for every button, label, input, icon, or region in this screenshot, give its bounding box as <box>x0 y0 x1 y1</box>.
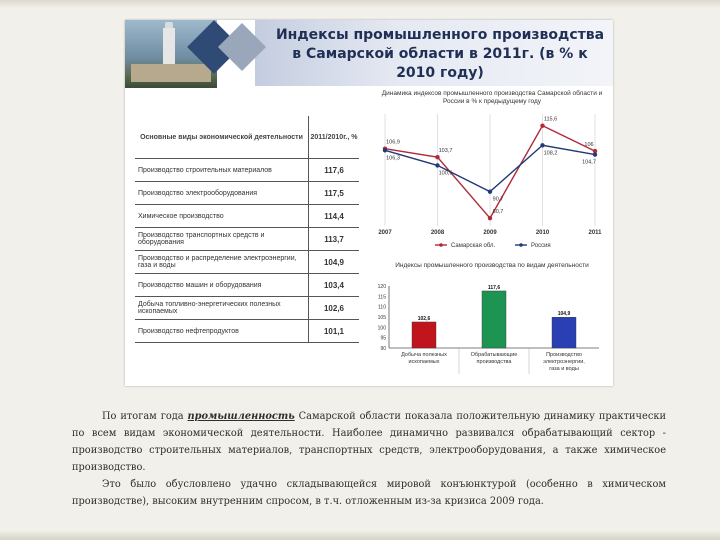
row-name: Производство нефтепродуктов <box>135 320 309 343</box>
data-point <box>593 152 597 156</box>
table-header-value: 2011/2010г., % <box>309 116 360 159</box>
y-tick-label: 95 <box>380 335 386 342</box>
y-tick-label: 105 <box>377 315 386 321</box>
keyword-link: промышленность <box>187 411 295 422</box>
y-tick-label: 120 <box>377 284 386 290</box>
table-row <box>135 182 359 205</box>
x-category-label: Обрабатывающие <box>470 352 518 358</box>
bar-value-label: 104,9 <box>557 311 571 318</box>
x-category-label: ископаемых <box>408 359 440 365</box>
row-value: 113,7 <box>309 228 360 251</box>
table-row <box>135 251 359 274</box>
row-name: Производство и распределение электроэнергии, газа и воды <box>135 251 309 274</box>
row-name: Добыча топливно-энергетических полезных ископаемых <box>135 297 309 320</box>
data-label: 80,7 <box>492 209 504 216</box>
x-category-label: производства <box>476 359 512 365</box>
y-tick-label: 90 <box>380 346 386 352</box>
slide-top-edge <box>0 0 720 8</box>
data-point <box>488 189 492 193</box>
bar-value-label: 117,6 <box>487 284 501 291</box>
legend-label: Самарская обл. <box>451 243 496 249</box>
data-point <box>383 148 387 152</box>
legend-marker <box>519 243 523 247</box>
line-chart-title: Динамика индексов промышленного производства Самарской области и России в % к предыдущему году <box>381 90 603 105</box>
table-row <box>135 297 359 320</box>
table-row <box>135 159 359 182</box>
building <box>131 64 211 82</box>
infographic-image <box>125 20 613 386</box>
row-value: 117,6 <box>309 159 360 182</box>
data-point <box>540 123 544 127</box>
data-point <box>488 216 492 220</box>
y-tick-label: 110 <box>378 304 386 311</box>
data-label: 100,6 <box>438 170 453 177</box>
paragraph-1-rest: Самарской области показала положительную динамику практически по всем видам экономической деятельности. Наиболее динамично развивался обрабатывающий сектор - производство строительных материалов, транспортных средств, электрооборудования, а также химическое производство. <box>72 411 666 473</box>
data-point <box>435 163 439 167</box>
row-value: 101,1 <box>309 320 360 343</box>
row-value: 103,4 <box>309 274 360 297</box>
row-value: 117,5 <box>309 182 360 205</box>
bar-value-label: 102,6 <box>417 315 431 322</box>
row-value: 104,9 <box>309 251 360 274</box>
legend-marker <box>439 243 443 247</box>
bar-chart <box>373 282 605 384</box>
infographic-header <box>125 20 613 88</box>
data-label: 108,2 <box>543 150 558 157</box>
x-tick-label: 2008 <box>430 230 445 236</box>
data-label: 103,7 <box>438 148 453 155</box>
paragraph-2 <box>72 476 666 510</box>
table-header-name: Основные виды экономической деятельности <box>135 116 309 159</box>
x-tick-label: 2007 <box>378 230 392 236</box>
summary-paragraph <box>72 408 666 510</box>
row-name: Производство машин и оборудования <box>135 274 309 297</box>
row-name: Химическое производство <box>135 205 309 228</box>
x-category-label: электроэнергии, <box>543 359 585 365</box>
slide-bottom-edge <box>0 530 720 540</box>
data-point <box>435 155 439 159</box>
data-label: 104,7 <box>582 159 596 166</box>
data-point <box>540 143 544 147</box>
bar-chart-title: Индексы промышленного производства по видам деятельности <box>395 262 589 269</box>
x-category-label: газа и воды <box>549 366 579 372</box>
row-value: 102,6 <box>309 297 360 320</box>
data-label: 90,7 <box>492 196 504 203</box>
row-value: 114,4 <box>309 205 360 228</box>
x-tick-label: 2010 <box>535 230 550 236</box>
y-tick-label: 100 <box>377 325 386 332</box>
row-name: Производство транспортных средств и оборудования <box>135 228 309 251</box>
data-label: 106,3 <box>386 155 400 162</box>
paragraph-start: По итогам года <box>102 411 184 422</box>
line-chart <box>373 108 605 248</box>
data-label: 106,9 <box>386 139 400 146</box>
x-tick-label: 2011 <box>588 230 602 236</box>
x-category-label: Добыча полезных <box>401 352 447 358</box>
paragraph-2-text: Это было обусловлено удачно складывающейся мировой конъюнктурой (особенно в химическом производстве), высоким внутренним спросом, в т.ч. отложенным из-за кризиса 2009 года. <box>72 479 666 507</box>
x-category-label: Производство <box>546 352 582 358</box>
row-name: Производство строительных материалов <box>135 159 309 182</box>
legend-label: Россия <box>531 243 551 249</box>
table-row <box>135 205 359 228</box>
bar <box>412 322 436 348</box>
table-row <box>135 228 359 251</box>
bar <box>482 291 506 348</box>
paragraph-1 <box>72 408 666 476</box>
table-row <box>135 320 359 343</box>
row-name: Производство электрооборудования <box>135 182 309 205</box>
data-label: 115,6 <box>543 116 558 123</box>
y-tick-label: 115 <box>378 294 386 301</box>
industry-index-table <box>135 116 359 343</box>
table-row <box>135 274 359 297</box>
infographic-title: Индексы промышленного производства в Самарской области в 2011г. (в % к 2010 году) <box>275 27 605 81</box>
x-tick-label: 2009 <box>483 230 497 236</box>
bar <box>552 317 576 348</box>
data-label: 106 <box>584 142 594 149</box>
